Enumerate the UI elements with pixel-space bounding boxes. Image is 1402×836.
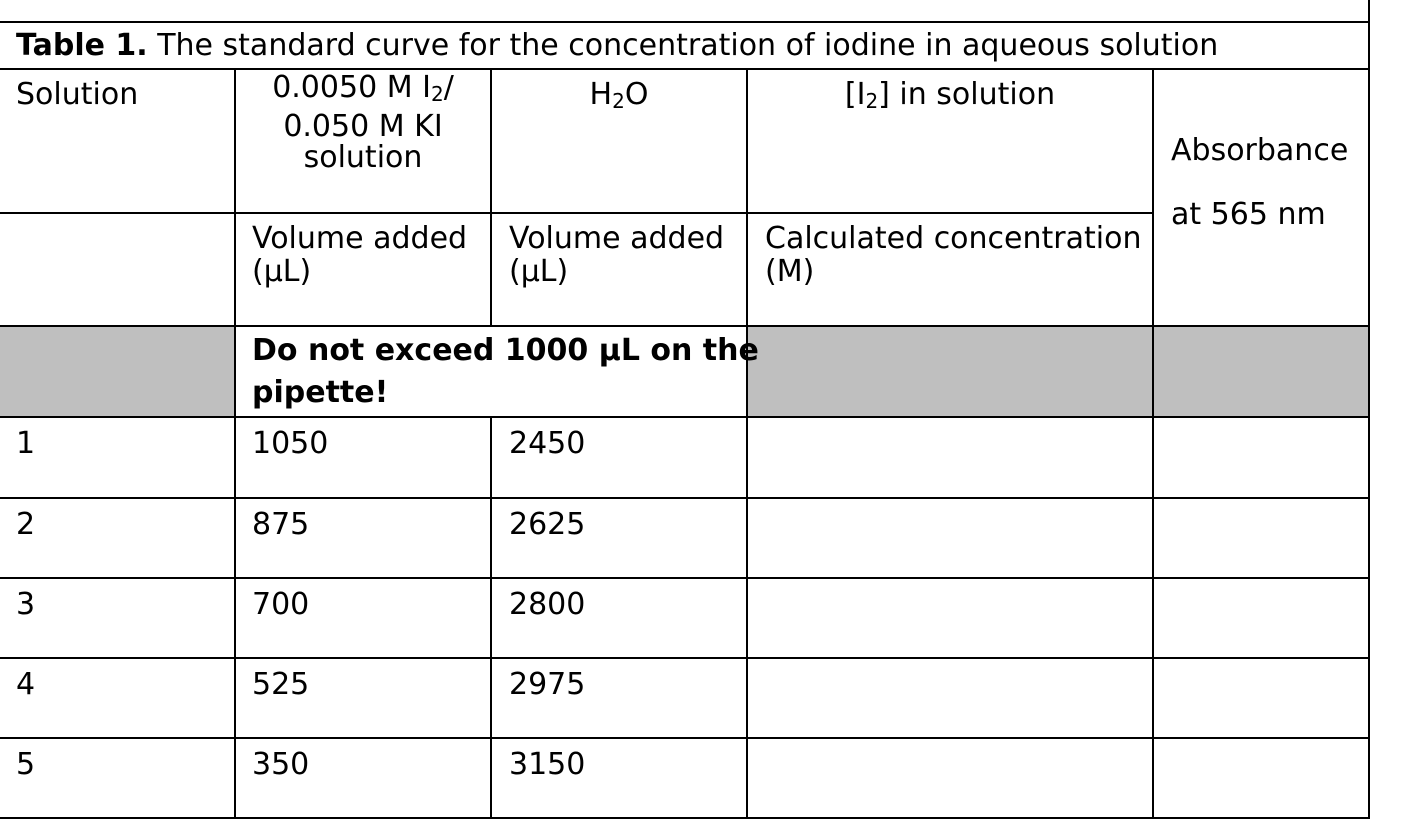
- conc-open: [I: [844, 77, 866, 112]
- cell-water-volume: 2450: [509, 426, 586, 461]
- warning-row-shade-left: [0, 327, 236, 418]
- cell-water-volume: 3150: [509, 747, 586, 782]
- water-o: O: [624, 77, 649, 112]
- cell-solution: 1: [16, 426, 36, 461]
- rule-subheader: [0, 212, 1154, 214]
- cell-stock-volume: 525: [252, 667, 310, 702]
- cell-stock-volume: 350: [252, 747, 310, 782]
- cell-solution: 4: [16, 667, 36, 702]
- rule-right-edge: [1368, 0, 1370, 819]
- cell-water-volume: 2975: [509, 667, 586, 702]
- header-concentration: [748, 79, 1152, 111]
- header-solution: Solution: [16, 77, 139, 112]
- water-subscript: 2: [612, 89, 625, 113]
- rule-col-1: [234, 68, 236, 819]
- rule-row-1: [0, 497, 1370, 499]
- pipette-warning-line1: Do not exceed 1000 µL on the: [252, 333, 759, 368]
- conc-close: ] in solution: [878, 77, 1056, 112]
- stock-slash: /: [443, 70, 454, 105]
- rule-col-4: [1152, 68, 1154, 819]
- cell-water-volume: 2800: [509, 587, 586, 622]
- rule-row-4: [0, 737, 1370, 739]
- rule-header-bottom: [0, 325, 1370, 327]
- subheader-water-line1: Volume added: [509, 221, 725, 256]
- cell-stock-volume: 1050: [252, 426, 329, 461]
- stock-subscript: 2: [430, 82, 444, 106]
- header-absorbance-line1: Absorbance: [1171, 133, 1349, 168]
- caption-text: The standard curve for the concentration of iodine in aqueous solution: [147, 28, 1219, 63]
- header-stock-line1: [236, 72, 490, 104]
- rule-row-2: [0, 577, 1370, 579]
- rule-col-3: [746, 68, 748, 819]
- subheader-water-line2: (µL): [509, 254, 569, 289]
- cell-solution: 5: [16, 747, 36, 782]
- subheader-conc-line1: Calculated concentration: [765, 221, 1142, 256]
- rule-top: [0, 21, 1370, 23]
- pipette-warning-line2: pipette!: [252, 375, 389, 410]
- stock-name: 0.0050 M I: [272, 70, 431, 105]
- header-stock-line2: 0.050 M KI: [283, 109, 443, 144]
- header-stock-line3: solution: [303, 140, 423, 175]
- rule-bottom: [0, 817, 1370, 819]
- rule-row-3: [0, 657, 1370, 659]
- table-caption: [16, 30, 1218, 62]
- rule-warning-bottom: [0, 416, 1370, 418]
- rule-col-2-bottom: [490, 416, 492, 819]
- cell-solution: 2: [16, 507, 36, 542]
- cell-solution: 3: [16, 587, 36, 622]
- cell-water-volume: 2625: [509, 507, 586, 542]
- subheader-stock-line2: (µL): [252, 254, 312, 289]
- header-water: [492, 79, 746, 111]
- conc-subscript: 2: [865, 89, 879, 113]
- subheader-conc-line2: (M): [765, 254, 815, 289]
- warning-row-shade-right: [748, 327, 1370, 418]
- cell-stock-volume: 875: [252, 507, 310, 542]
- subheader-stock-line1: Volume added: [252, 221, 468, 256]
- header-absorbance-line2: at 565 nm: [1171, 197, 1326, 232]
- water-h: H: [589, 77, 613, 112]
- cell-stock-volume: 700: [252, 587, 310, 622]
- caption-label: Table 1.: [16, 28, 148, 63]
- rule-caption: [0, 68, 1370, 70]
